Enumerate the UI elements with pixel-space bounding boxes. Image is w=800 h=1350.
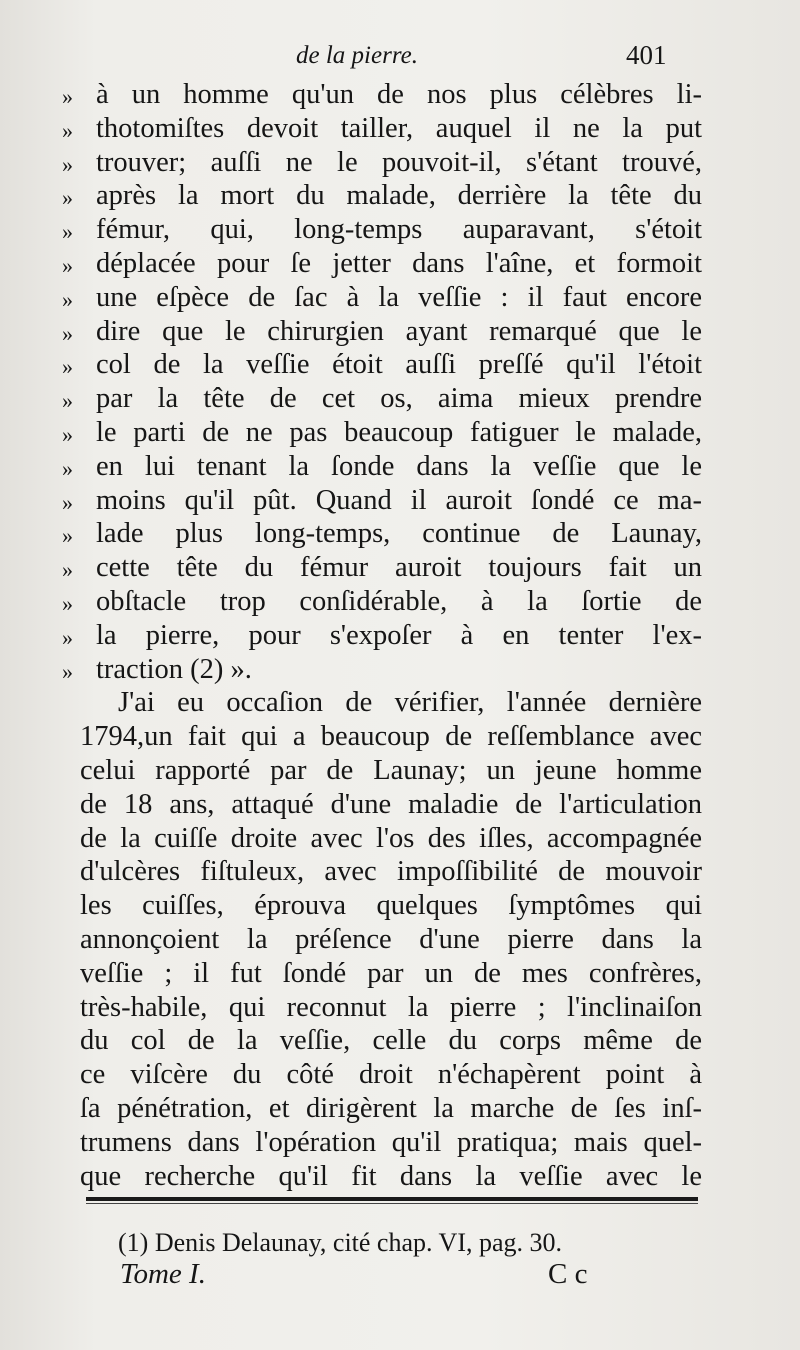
quoted-line <box>62 450 702 484</box>
quote-mark: » <box>62 590 73 616</box>
quote-mark: » <box>62 286 73 312</box>
paragraph-line-text: les cuiſſes, éprouva quelques ſymptômes qui <box>80 890 702 922</box>
quote-mark: » <box>62 455 73 481</box>
quoted-line-text: en lui tenant la ſonde dans la veſſie que le <box>96 450 702 482</box>
quoted-line <box>62 585 702 619</box>
quoted-line-text: obſtacle trop conſidérable, à la ſortie de <box>96 585 702 617</box>
paragraph-line-text: que recherche qu'il fit dans la veſſie avec le <box>80 1160 702 1192</box>
paragraph-line <box>62 1126 702 1160</box>
quoted-line-text: lade plus long-temps, continue de Launay, <box>96 518 702 550</box>
quoted-line <box>62 78 702 112</box>
page-header <box>0 38 800 78</box>
quoted-line-text: thotomiſtes devoit tailler, auquel il ne la put <box>96 112 702 144</box>
quoted-line <box>62 213 702 247</box>
quoted-line <box>62 315 702 349</box>
gathering-signature: C c <box>548 1258 588 1290</box>
quote-mark: » <box>62 354 73 380</box>
quote-mark: » <box>62 84 73 109</box>
body-text <box>62 78 702 1193</box>
quoted-line <box>62 382 702 416</box>
quoted-line-text: traction (2) ». <box>96 653 252 685</box>
quote-mark: » <box>62 557 73 583</box>
paragraph-line <box>62 720 702 754</box>
quoted-line <box>62 348 702 382</box>
quoted-line-text: col de la veſſie étoit auſſi preſſé qu'il l'étoit <box>96 349 702 381</box>
paragraph <box>62 686 702 1193</box>
quote-mark: » <box>62 151 73 177</box>
quoted-line-text: par la tête de cet os, aima mieux prendre <box>96 383 702 415</box>
paragraph-line-text: annonçoient la préſence d'une pierre dans la <box>80 923 702 955</box>
paragraph-line <box>62 1024 702 1058</box>
quote-mark: » <box>62 185 73 211</box>
quote-mark: » <box>62 320 73 346</box>
quoted-line-text: déplacée pour ſe jetter dans l'aîne, et formoit <box>96 247 702 279</box>
quoted-line-text: cette tête du fémur auroit toujours fait un <box>96 552 702 584</box>
quote-mark: » <box>62 658 73 684</box>
paragraph-line-text: 1794,un fait qui a beaucoup de reſſemblance avec <box>80 721 702 753</box>
quoted-line-text: à un homme qu'un de nos plus célèbres li- <box>96 79 702 110</box>
quote-mark: » <box>62 489 73 515</box>
paragraph-line <box>62 889 702 923</box>
quoted-line-text: fémur, qui, long-temps auparavant, s'étoit <box>96 214 702 246</box>
quoted-passage <box>62 78 702 686</box>
quoted-line-text: trouver; auſſi ne le pouvoit-il, s'étant trouvé, <box>96 146 702 178</box>
paragraph-line-text: de la cuiſſe droite avec l'os des iſles, accompagnée <box>80 822 702 854</box>
paragraph-line <box>62 1160 702 1194</box>
paragraph-line-text: trumens dans l'opération qu'il pratiqua; mais quel- <box>80 1126 702 1158</box>
quoted-line <box>62 179 702 213</box>
page-number: 401 <box>626 40 667 70</box>
paragraph-line <box>62 855 702 889</box>
volume-signature: Tome I. <box>120 1258 206 1290</box>
paragraph-line-text: ſa pénétration, et dirigèrent la marche de ſes inſ- <box>80 1092 702 1124</box>
quote-mark: » <box>62 219 73 245</box>
quoted-line-text: moins qu'il pût. Quand il auroit ſondé ce ma- <box>96 484 702 516</box>
quoted-line <box>62 551 702 585</box>
quoted-line-text: dire que le chirurgien ayant remarqué que le <box>96 315 702 347</box>
quoted-line <box>62 517 702 551</box>
paragraph-line <box>62 686 702 720</box>
quoted-line <box>62 619 702 653</box>
paragraph-line <box>62 1092 702 1126</box>
paragraph-line-text: ce viſcère du côté droit n'échapèrent point à <box>80 1059 702 1091</box>
quote-mark: » <box>62 252 73 278</box>
quoted-line <box>62 653 702 687</box>
paragraph-line <box>62 1058 702 1092</box>
paragraph-line-text: du col de la veſſie, celle du corps même de <box>80 1025 702 1057</box>
quoted-line-text: après la mort du malade, derrière la tête du <box>96 180 702 212</box>
running-title: de la pierre. <box>296 42 418 69</box>
footnote-rule-thin <box>86 1203 698 1204</box>
paragraph-line <box>62 957 702 991</box>
quoted-line-text: la pierre, pour s'expoſer à en tenter l'ex- <box>96 619 702 651</box>
paragraph-line <box>62 788 702 822</box>
footnote: (1) Denis Delaunay, cité chap. VI, pag. 30. <box>118 1228 563 1257</box>
quote-mark: » <box>62 624 73 650</box>
quoted-line <box>62 484 702 518</box>
paragraph-line <box>62 923 702 957</box>
quote-mark: » <box>62 523 73 549</box>
quote-mark: » <box>62 117 73 143</box>
paragraph-line-text: celui rapporté par de Launay; un jeune homme <box>80 754 702 786</box>
quote-mark: » <box>62 421 73 447</box>
quoted-line <box>62 281 702 315</box>
paragraph-line <box>62 822 702 856</box>
paragraph-line-text: veſſie ; il fut ſondé par un de mes confrères, <box>80 957 702 989</box>
quoted-line-text: le parti de ne pas beaucoup fatiguer le malade, <box>96 416 702 448</box>
quoted-line <box>62 112 702 146</box>
quoted-line-text: une eſpèce de ſac à la veſſie : il faut encore <box>96 281 702 313</box>
quoted-line <box>62 146 702 180</box>
paragraph-line <box>62 754 702 788</box>
quoted-line <box>62 247 702 281</box>
paragraph-line-text: J'ai eu occaſion de vérifier, l'année dernière <box>118 687 702 719</box>
footnote-rule <box>86 1197 698 1201</box>
quoted-line <box>62 416 702 450</box>
paragraph-line-text: très-habile, qui reconnut la pierre ; l'inclinaiſon <box>80 991 702 1023</box>
paragraph-line <box>62 991 702 1025</box>
quote-mark: » <box>62 388 73 414</box>
paragraph-line-text: d'ulcères fiſtuleux, avec impoſſibilité de mouvoir <box>80 856 702 888</box>
paragraph-line-text: de 18 ans, attaqué d'une maladie de l'articulation <box>80 788 702 820</box>
